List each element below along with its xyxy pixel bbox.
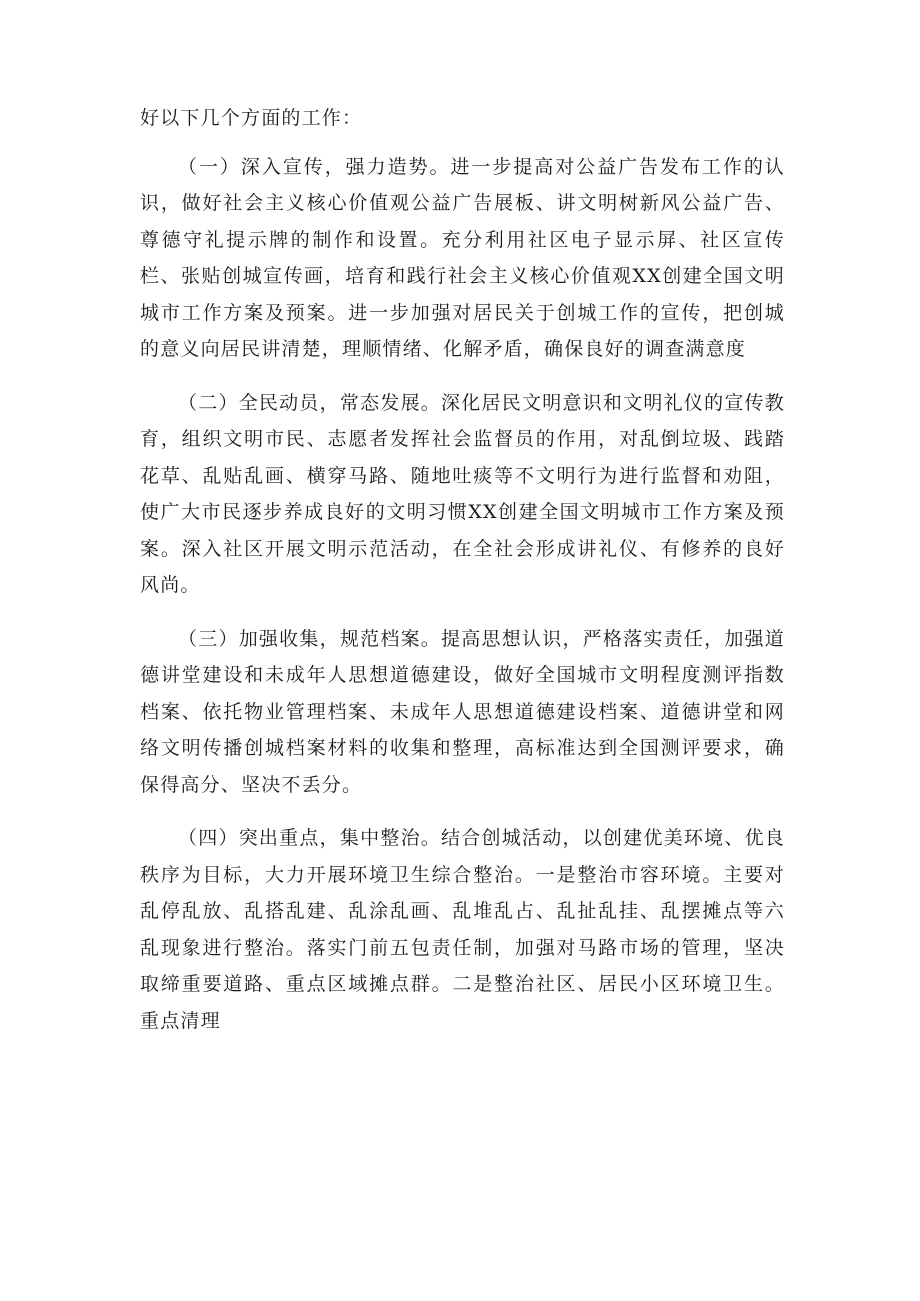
paragraph-section-4: （四）突出重点，集中整治。结合创城活动，以创建优美环境、优良秩序为目标，大力开展环境卫生综合整治。一是整治市容环境。主要对乱停乱放、乱搭乱建、乱涂乱画、乱堆乱占、乱扯乱挂、乱摆摊点等六乱现象进行整治。落实门前五包责任制，加强对马路市场的管理，坚决取缔重要道路、重点区域摊点群。二是整治社区、居民小区环境卫生。重点清理 xyxy=(140,827,785,1032)
paragraph-section-2: （二）全民动员，常态发展。深化居民文明意识和文明礼仪的宣传教育，组织文明市民、志愿者发挥社会监督员的作用，对乱倒垃圾、践踏花草、乱贴乱画、横穿马路、随地吐痰等不文明行为进行监督和劝阻，使广大市民逐步养成良好的文明习惯XX创建全国文明城市工作方案及预案。深入社区开展文明示范活动，在全社会形成讲礼仪、有修养的良好风尚。 xyxy=(140,391,785,596)
paragraph-intro: 好以下几个方面的工作： xyxy=(140,107,363,129)
document-body xyxy=(140,100,785,1056)
paragraph-section-1: （一）深入宣传，强力造势。进一步提高对公益广告发布工作的认识，做好社会主义核心价值观公益广告展板、讲文明树新风公益广告、尊德守礼提示牌的制作和设置。充分利用社区电子显示屏、社区宣传栏、张贴创城宣传画，培育和践行社会主义核心价值观XX创建全国文明城市工作方案及预案。进一步加强对居民关于创城工作的宣传，把创城的意义向居民讲清楚，理顺情绪、化解矛盾，确保良好的调查满意度 xyxy=(140,155,785,360)
paragraph-section-3: （三）加强收集，规范档案。提高思想认识，严格落实责任，加强道德讲堂建设和未成年人思想道德建设，做好全国城市文明程度测评指数档案、依托物业管理档案、未成年人思想道德建设档案、道德讲堂和网络文明传播创城档案材料的收集和整理，高标准达到全国测评要求，确保得高分、坚决不丢分。 xyxy=(140,627,785,796)
